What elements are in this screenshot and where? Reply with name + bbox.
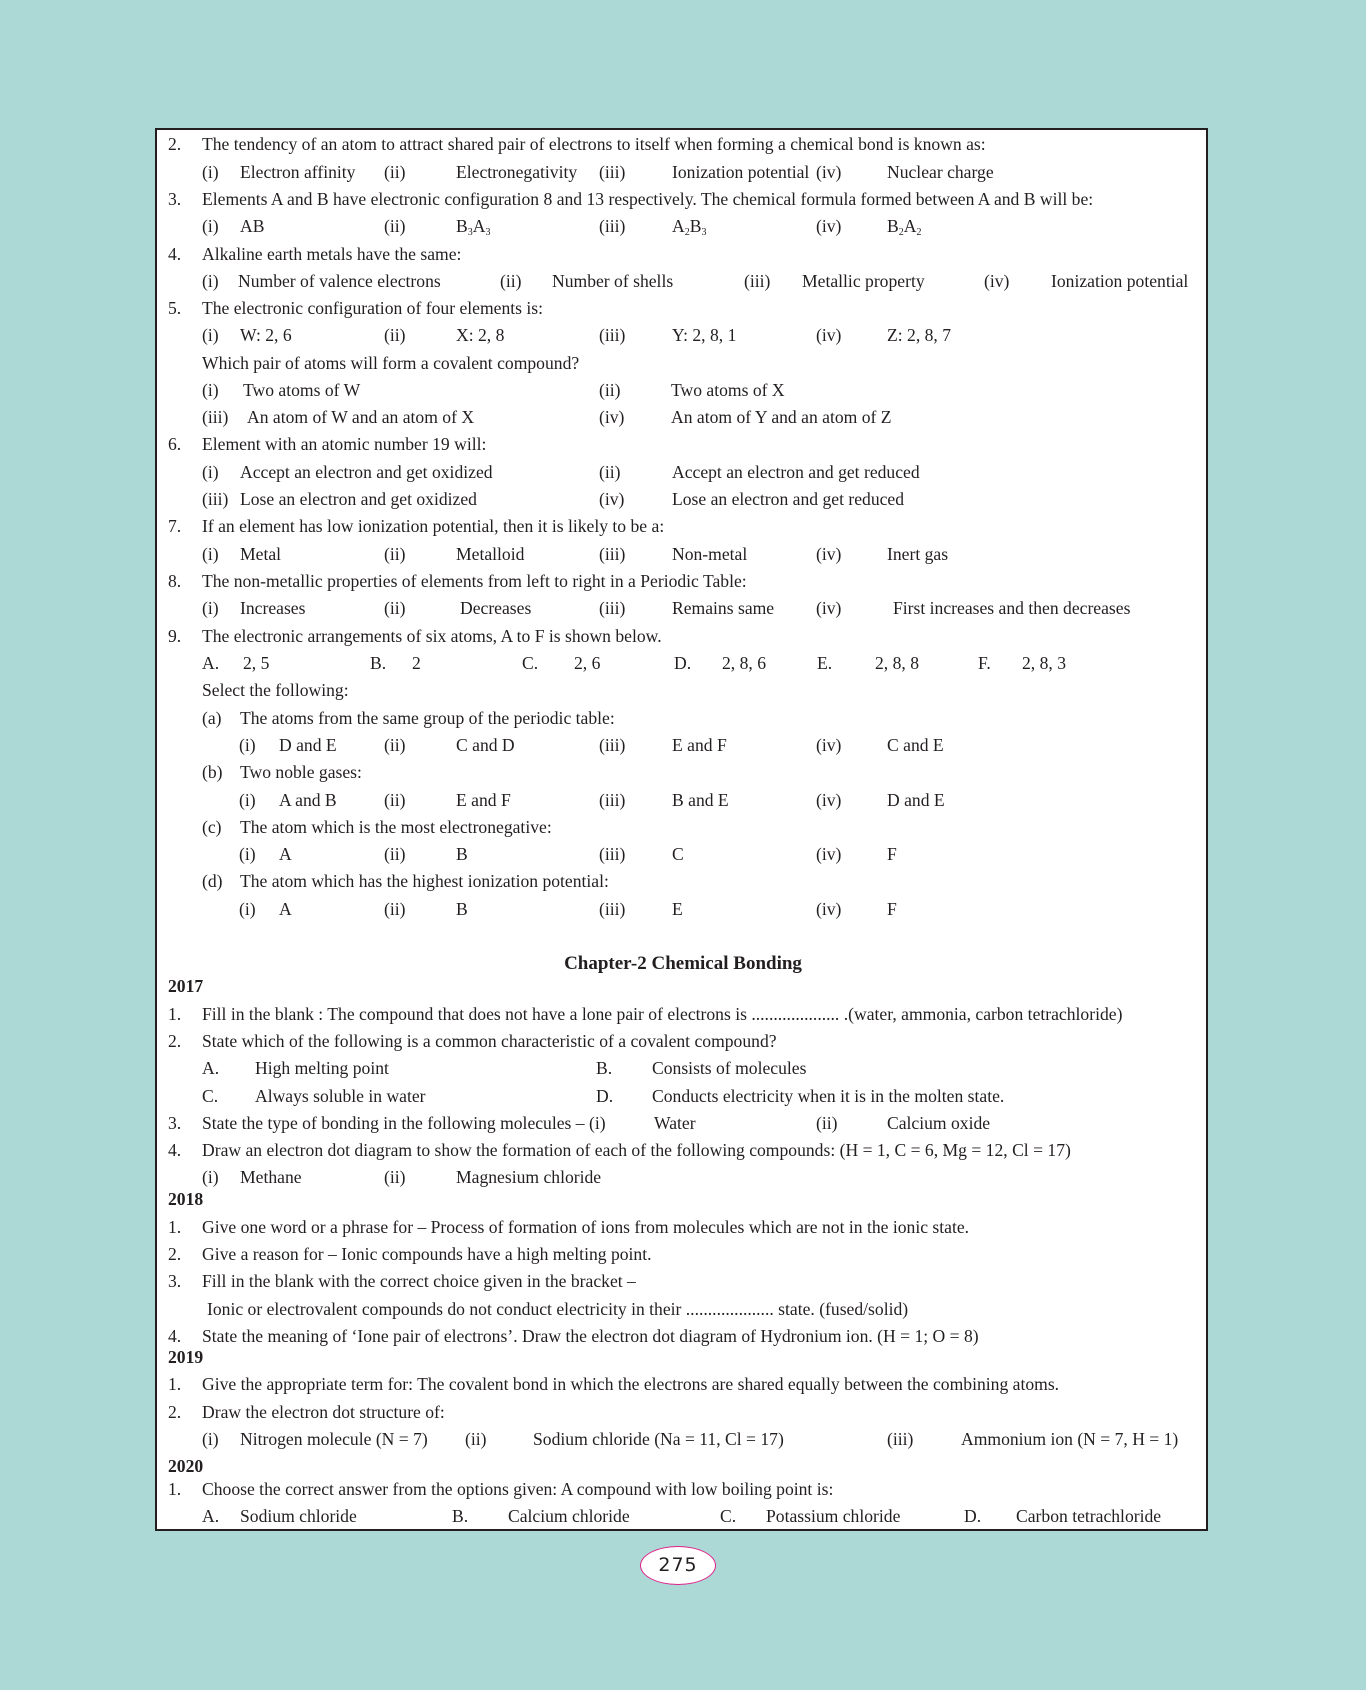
item-label: A. (202, 1506, 220, 1526)
item-text: 2 (412, 653, 421, 673)
item-text: Fill in the blank with the correct choice given in the bracket – (202, 1271, 636, 1291)
item-text: E and F (456, 790, 511, 810)
item-label: (iv) (816, 598, 842, 618)
item-text: Z: 2, 8, 7 (887, 325, 952, 345)
formula-element: B (456, 216, 468, 236)
page-number: 275 (640, 1546, 716, 1585)
item-label: (i) (202, 216, 219, 236)
item-text: 2020 (168, 1456, 204, 1476)
item-label: (i) (202, 162, 219, 182)
item-text: Lose an electron and get reduced (672, 489, 905, 509)
item-text: Number of shells (552, 271, 674, 291)
item-label: (i) (239, 790, 256, 810)
item-text: Potassium chloride (766, 1506, 901, 1526)
item-text: 2018 (168, 1189, 204, 1209)
item-label: C. (522, 653, 539, 673)
item-label: B. (452, 1506, 469, 1526)
item-label: (iii) (599, 598, 626, 618)
item-label: (ii) (500, 271, 522, 291)
formula-subscript: 3 (485, 227, 491, 238)
formula-element: A (472, 216, 486, 236)
item-label: (i) (239, 899, 256, 919)
item-text: Electron affinity (240, 162, 356, 182)
item-text: Electronegativity (456, 162, 578, 182)
item-text: D and E (887, 790, 945, 810)
item-label: (iv) (816, 325, 842, 345)
item-text: Sodium chloride (Na = 11, Cl = 17) (533, 1429, 784, 1449)
item-text: Metalloid (456, 544, 525, 564)
item-label: (i) (202, 544, 219, 564)
item-text: Decreases (460, 598, 532, 618)
item-text: Conducts electricity when it is in the molten state. (652, 1086, 1005, 1106)
item-label: 8. (168, 571, 182, 591)
item-label: (ii) (384, 544, 406, 564)
item-label: (ii) (384, 1167, 406, 1187)
item-label: 3. (168, 189, 182, 209)
item-label: 1. (168, 1479, 182, 1499)
item-text: D and E (279, 735, 337, 755)
item-label: C. (202, 1086, 219, 1106)
chemical-formula (456, 216, 490, 236)
item-label: F. (978, 653, 991, 673)
item-label: (ii) (384, 216, 406, 236)
item-text: Ammonium ion (N = 7, H = 1) (961, 1429, 1179, 1449)
item-label: (iii) (599, 899, 626, 919)
item-label: B. (596, 1058, 613, 1078)
formula-subscript: 3 (467, 227, 473, 238)
item-text: The atoms from the same group of the periodic table: (240, 708, 615, 728)
item-label: (iv) (599, 489, 625, 509)
item-text: C and E (887, 735, 944, 755)
item-text: State the type of bonding in the following molecules – (i) (202, 1113, 606, 1133)
item-text: The non-metallic properties of elements from left to right in a Periodic Table: (202, 571, 747, 591)
item-text: C and D (456, 735, 515, 755)
item-label: (iii) (744, 271, 771, 291)
item-label: (iii) (599, 216, 626, 236)
item-label: (iv) (816, 790, 842, 810)
item-label: B. (370, 653, 387, 673)
item-text: The tendency of an atom to attract shared pair of electrons to itself when forming a chemical bond is known as: (202, 134, 986, 154)
item-text: Alkaline earth metals have the same: (202, 244, 462, 264)
item-label: (ii) (599, 380, 621, 400)
item-label: 3. (168, 1113, 182, 1133)
item-text: Metal (240, 544, 282, 564)
item-label: (ii) (384, 790, 406, 810)
item-label: (ii) (384, 735, 406, 755)
item-text: 2017 (168, 976, 204, 996)
item-label: (iv) (816, 544, 842, 564)
item-label: (iii) (599, 844, 626, 864)
item-text: B (456, 844, 468, 864)
item-text: Increases (240, 598, 306, 618)
item-label: D. (674, 653, 692, 673)
item-label: 2. (168, 1244, 182, 1264)
item-text: Sodium chloride (240, 1506, 357, 1526)
item-text: Water (654, 1113, 696, 1133)
formula-element: A (672, 216, 685, 236)
item-label: (i) (202, 598, 219, 618)
item-label: (ii) (384, 325, 406, 345)
item-label: (iv) (816, 216, 842, 236)
item-label: 4. (168, 244, 182, 264)
chemical-formula (672, 216, 706, 236)
formula-subscript: 2 (916, 227, 922, 238)
item-label: (d) (202, 871, 223, 891)
item-text: Ionization potential (672, 162, 810, 182)
item-label: E. (817, 653, 833, 673)
item-text: Nitrogen molecule (N = 7) (240, 1429, 428, 1449)
item-text: State which of the following is a common characteristic of a covalent compound? (202, 1031, 777, 1051)
item-label: (iv) (984, 271, 1010, 291)
item-text: E (672, 899, 683, 919)
item-text: Draw the electron dot structure of: (202, 1402, 445, 1422)
item-label: (ii) (384, 162, 406, 182)
item-label: 1. (168, 1004, 182, 1024)
item-label: 1. (168, 1374, 182, 1394)
item-label: 4. (168, 1326, 182, 1346)
item-label: D. (964, 1506, 982, 1526)
chemical-formula (887, 216, 921, 236)
item-text: A (279, 899, 292, 919)
item-text: Which pair of atoms will form a covalent compound? (202, 353, 580, 373)
item-label: (iv) (816, 899, 842, 919)
item-text: Ionization potential (1051, 271, 1189, 291)
item-text: 2, 8, 8 (875, 653, 919, 673)
item-text: Accept an electron and get reduced (672, 462, 920, 482)
item-label: (b) (202, 762, 223, 782)
item-label: (i) (202, 380, 219, 400)
item-label: 9. (168, 626, 182, 646)
item-text: F (887, 844, 897, 864)
item-label: 7. (168, 516, 182, 536)
item-text: First increases and then decreases (893, 598, 1131, 618)
item-label: 2. (168, 1402, 182, 1422)
item-text: State the meaning of ‘Ione pair of electrons’. Draw the electron dot diagram of Hydronium ion. (H = 1; O = 8) (202, 1326, 979, 1346)
formula-subscript: 2 (898, 227, 904, 238)
item-text: Chapter-2 Chemical Bonding (564, 953, 802, 974)
formula-element: B (887, 216, 899, 236)
item-text: Fill in the blank : The compound that does not have a lone pair of electrons is .................... .(water, ammonia, carbon tetrachloride) (202, 1004, 1123, 1024)
item-text: The electronic configuration of four elements is: (202, 298, 543, 318)
item-label: (ii) (384, 598, 406, 618)
item-label: C. (720, 1506, 737, 1526)
item-label: A. (202, 1058, 220, 1078)
item-text: Give one word or a phrase for – Process of formation of ions from molecules which are not in the ionic state. (202, 1217, 970, 1237)
item-text: Inert gas (887, 544, 949, 564)
item-text: The electronic arrangements of six atoms, A to F is shown below. (202, 626, 662, 646)
item-label: (iv) (816, 735, 842, 755)
item-text: Non-metal (672, 544, 748, 564)
item-label: 2. (168, 1031, 182, 1051)
item-text: A (279, 844, 292, 864)
item-label: (ii) (816, 1113, 838, 1133)
item-text: Two atoms of W (243, 380, 361, 400)
item-label: (ii) (384, 899, 406, 919)
item-text: The atom which is the most electronegative: (240, 817, 552, 837)
item-text: Select the following: (202, 680, 349, 700)
item-text: 2, 8, 3 (1022, 653, 1066, 673)
item-label: (iii) (202, 407, 229, 427)
item-label: (i) (239, 735, 256, 755)
item-label: 4. (168, 1140, 182, 1160)
item-label: 2. (168, 134, 182, 154)
item-text: Calcium oxide (887, 1113, 991, 1133)
item-label: (i) (202, 462, 219, 482)
item-text: High melting point (255, 1058, 389, 1078)
formula-subscript: 2 (684, 227, 690, 238)
item-text: B and E (672, 790, 729, 810)
item-label: (i) (202, 271, 219, 291)
item-label: (iii) (887, 1429, 914, 1449)
item-text: Draw an electron dot diagram to show the formation of each of the following compounds: (H = 1, C = 6, Mg = 12, Cl = 17) (202, 1140, 1071, 1160)
item-text: X: 2, 8 (456, 325, 505, 345)
item-text: The atom which has the highest ionization potential: (240, 871, 609, 891)
item-text: Y: 2, 8, 1 (672, 325, 737, 345)
item-text: Number of valence electrons (238, 271, 441, 291)
item-label: 5. (168, 298, 182, 318)
item-text: Elements A and B have electronic configuration 8 and 13 respectively. The chemical formula formed between A and B will be: (202, 189, 1094, 209)
item-text: Lose an electron and get oxidized (240, 489, 477, 509)
item-label: (iii) (599, 325, 626, 345)
item-label: (iii) (599, 735, 626, 755)
item-text: 2, 5 (243, 653, 270, 673)
item-text: F (887, 899, 897, 919)
item-label: (i) (239, 844, 256, 864)
item-label: (iv) (816, 162, 842, 182)
item-label: A. (202, 653, 220, 673)
item-text: Accept an electron and get oxidized (240, 462, 493, 482)
item-label: (ii) (384, 844, 406, 864)
item-text: If an element has low ionization potential, then it is likely to be a: (202, 516, 665, 536)
item-text: Choose the correct answer from the options given: A compound with low boiling point is: (202, 1479, 834, 1499)
item-text: 2019 (168, 1347, 204, 1367)
item-text: Always soluble in water (255, 1086, 426, 1106)
item-label: (iii) (599, 162, 626, 182)
formula-element: B (689, 216, 702, 236)
item-label: 3. (168, 1271, 182, 1291)
item-text: AB (240, 216, 265, 236)
item-label: (iii) (599, 790, 626, 810)
item-text: Ionic or electrovalent compounds do not conduct electricity in their .................... state. (fused/solid) (207, 1299, 909, 1319)
item-text: Nuclear charge (887, 162, 994, 182)
item-text: An atom of Y and an atom of Z (671, 407, 892, 427)
item-label: (ii) (599, 462, 621, 482)
item-text: An atom of W and an atom of X (247, 407, 475, 427)
item-text: Calcium chloride (508, 1506, 630, 1526)
item-text: Give a reason for – Ionic compounds have a high melting point. (202, 1244, 652, 1264)
item-text: Consists of molecules (652, 1058, 807, 1078)
item-text: Two noble gases: (240, 762, 362, 782)
item-text: B (456, 899, 468, 919)
item-text: Two atoms of X (671, 380, 785, 400)
item-text: Give the appropriate term for: The covalent bond in which the electrons are shared equally between the combining atoms. (202, 1374, 1060, 1394)
item-label: (c) (202, 817, 222, 837)
item-label: (iv) (599, 407, 625, 427)
item-label: D. (596, 1086, 614, 1106)
item-label: (i) (202, 325, 219, 345)
item-label: (ii) (465, 1429, 487, 1449)
item-text: 2, 6 (574, 653, 601, 673)
item-label: (iii) (202, 489, 229, 509)
item-text: W: 2, 6 (240, 325, 292, 345)
item-text: E and F (672, 735, 727, 755)
item-text: Remains same (672, 598, 775, 618)
item-label: 6. (168, 434, 182, 454)
item-text: A and B (279, 790, 337, 810)
item-text: Carbon tetrachloride (1016, 1506, 1162, 1526)
item-text: C (672, 844, 684, 864)
item-label: 1. (168, 1217, 182, 1237)
item-label: (i) (202, 1429, 219, 1449)
item-label: (iii) (599, 544, 626, 564)
formula-subscript: 3 (701, 227, 707, 238)
item-text: Methane (240, 1167, 302, 1187)
item-label: (i) (202, 1167, 219, 1187)
item-text: Magnesium chloride (456, 1167, 602, 1187)
item-text: Metallic property (802, 271, 925, 291)
formula-element: A (903, 216, 917, 236)
item-label: (a) (202, 708, 222, 728)
item-text: Element with an atomic number 19 will: (202, 434, 487, 454)
item-text: 2, 8, 6 (722, 653, 766, 673)
item-label: (iv) (816, 844, 842, 864)
